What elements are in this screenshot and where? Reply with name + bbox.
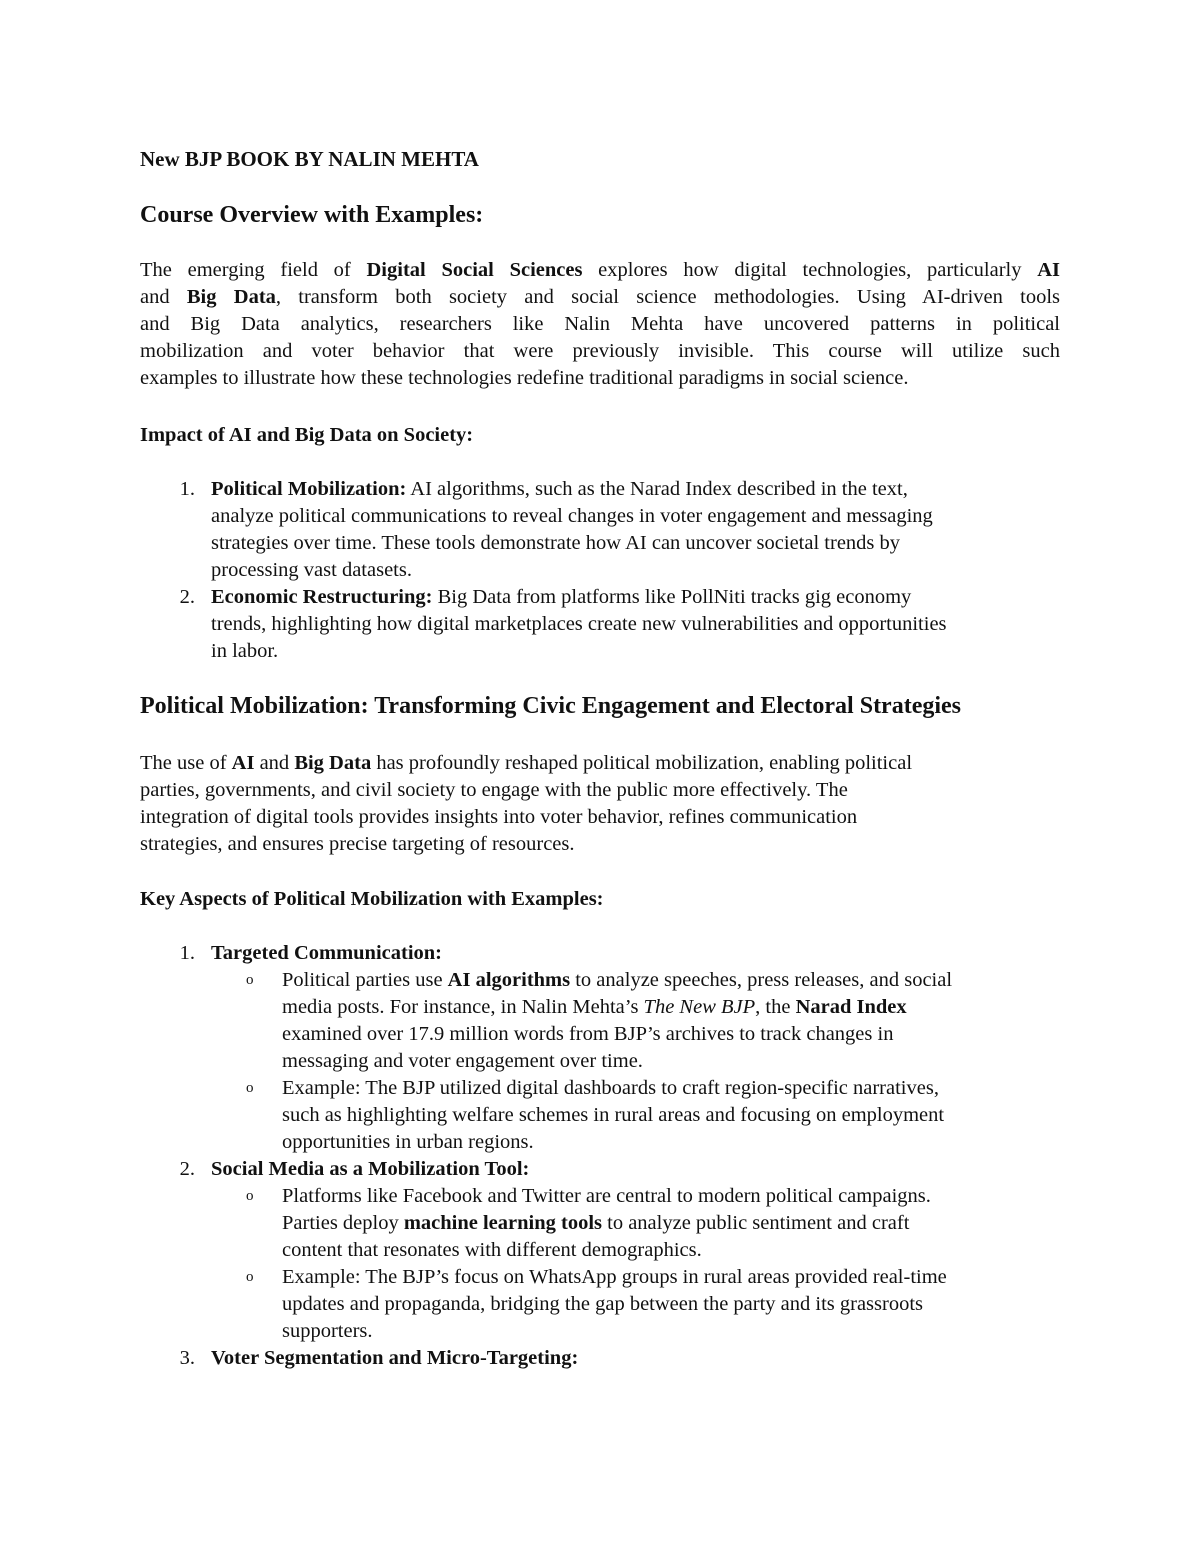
sub-item-line: opportunities in urban regions. — [282, 1131, 534, 1153]
list-item: Political Mobilization: AI algorithms, such as the Narad Index described in the text, — [211, 478, 908, 500]
bullet-icon: o — [246, 1188, 254, 1204]
list-number: 2. — [179, 1158, 195, 1180]
sub-item-line: content that resonates with different demographics. — [282, 1239, 702, 1261]
overview-paragraph-line: examples to illustrate how these technologies redefine traditional paradigms in social science. — [140, 367, 909, 389]
bullet-icon: o — [246, 1080, 254, 1096]
overview-paragraph-line: and Big Data, transform both society and social science methodologies. Using AI-driven tools — [140, 286, 1060, 308]
sub-item-line: examined over 17.9 million words from BJP’s archives to track changes in — [282, 1023, 894, 1045]
list-item-label: Voter Segmentation and Micro-Targeting: — [211, 1347, 579, 1369]
list-item-line: strategies over time. These tools demonstrate how AI can uncover societal trends by — [211, 532, 901, 554]
sub-item: Political parties use AI algorithms to analyze speeches, press releases, and social — [282, 969, 953, 991]
list-number: 2. — [179, 586, 195, 608]
bullet-icon: o — [246, 972, 254, 988]
document-title: New BJP BOOK BY NALIN MEHTA — [140, 147, 479, 171]
overview-paragraph-line: and Big Data analytics, researchers like Nalin Mehta have uncovered patterns in political — [140, 313, 1060, 335]
sub-item-line: messaging and voter engagement over time. — [282, 1050, 643, 1072]
overview-paragraph-line: The emerging field of Digital Social Sciences explores how digital technologies, particularly AI — [140, 259, 1061, 281]
sub-item-line: media posts. For instance, in Nalin Mehta’s The New BJP, the Narad Index — [282, 996, 907, 1018]
sub-item-line: supporters. — [282, 1320, 373, 1342]
sub-item: Platforms like Facebook and Twitter are central to modern political campaigns. — [282, 1185, 931, 1207]
list-number: 1. — [179, 478, 195, 500]
overview-paragraph-line: mobilization and voter behavior that were previously invisible. This course will utilize such — [140, 340, 1060, 362]
list-item-line: processing vast datasets. — [211, 559, 412, 581]
list-item: Economic Restructuring: Big Data from platforms like PollNiti tracks gig economy — [211, 586, 912, 608]
key-aspects-heading: Key Aspects of Political Mobilization with Examples: — [140, 888, 604, 910]
list-item-label: Social Media as a Mobilization Tool: — [211, 1158, 530, 1180]
course-overview-heading: Course Overview with Examples: — [140, 202, 484, 228]
list-item-line: trends, highlighting how digital marketplaces create new vulnerabilities and opportunities — [211, 613, 947, 635]
list-item-line: analyze political communications to reveal changes in voter engagement and messaging — [211, 505, 933, 527]
list-number: 3. — [179, 1347, 195, 1369]
political-paragraph-line: The use of AI and Big Data has profoundly reshaped political mobilization, enabling political — [140, 752, 913, 774]
impact-heading: Impact of AI and Big Data on Society: — [140, 424, 474, 446]
sub-item-line: such as highlighting welfare schemes in rural areas and focusing on employment — [282, 1104, 945, 1126]
sub-item: Example: The BJP utilized digital dashboards to craft region-specific narratives, — [282, 1077, 939, 1099]
list-item-line: in labor. — [211, 640, 279, 662]
political-paragraph-line: integration of digital tools provides insights into voter behavior, refines communication — [140, 806, 858, 828]
political-paragraph-line: strategies, and ensures precise targeting of resources. — [140, 833, 575, 855]
sub-item-line: updates and propaganda, bridging the gap between the party and its grassroots — [282, 1293, 924, 1315]
sub-item-line: Parties deploy machine learning tools to analyze public sentiment and craft — [282, 1212, 910, 1234]
list-item-label: Targeted Communication: — [211, 942, 442, 964]
bullet-icon: o — [246, 1269, 254, 1285]
political-paragraph-line: parties, governments, and civil society to engage with the public more effectively. The — [140, 779, 848, 801]
list-number: 1. — [179, 942, 195, 964]
sub-item: Example: The BJP’s focus on WhatsApp groups in rural areas provided real-time — [282, 1266, 947, 1288]
political-mobilization-heading: Political Mobilization: Transforming Civic Engagement and Electoral Strategies — [140, 693, 962, 719]
